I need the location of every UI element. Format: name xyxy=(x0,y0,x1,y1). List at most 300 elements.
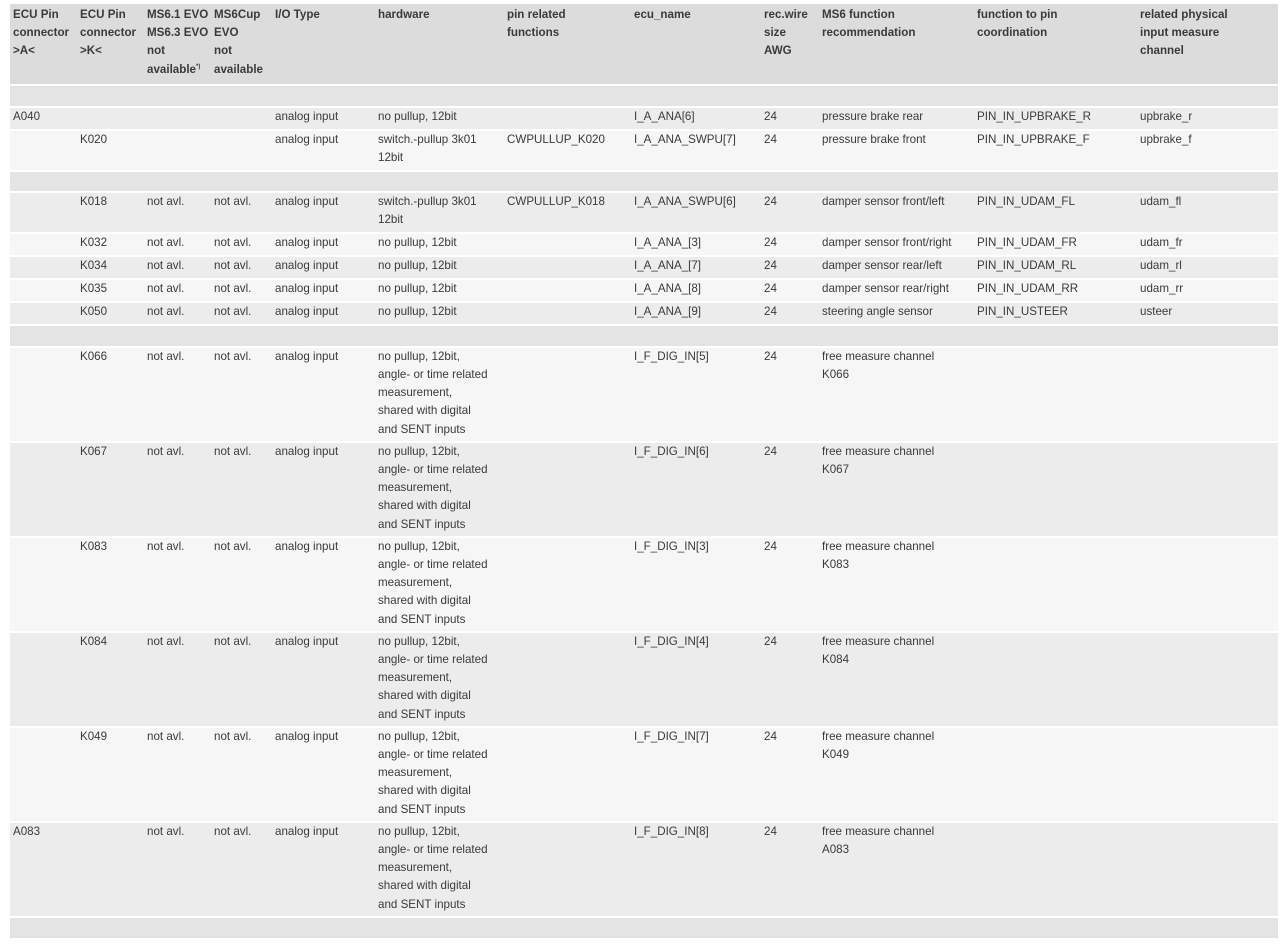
separator-cell xyxy=(974,324,1137,346)
cell-ms6-function xyxy=(819,106,974,129)
cell-function-pin xyxy=(974,631,1137,726)
cell-ms61-ms63 xyxy=(144,278,211,301)
cell-connector-a xyxy=(10,191,77,232)
cell-io-type-text: analog input xyxy=(275,194,339,208)
cell-wire-size-text: 24 xyxy=(764,132,777,146)
cell-connector-a-text: A083 xyxy=(13,824,41,838)
cell-ecu-name xyxy=(631,631,761,726)
cell-hardware xyxy=(375,129,504,170)
cell-ecu-name xyxy=(631,278,761,301)
cell-ms61-ms63 xyxy=(144,301,211,324)
cell-physical-channel-text: udam_fl xyxy=(1140,194,1182,208)
cell-io-type xyxy=(272,346,375,441)
cell-ms6cup xyxy=(211,106,272,129)
col-header-ms6-function: MS6 function recommendation xyxy=(819,4,974,84)
cell-hardware xyxy=(375,346,504,441)
cell-pin-functions xyxy=(504,441,631,536)
cell-connector-k-text: K066 xyxy=(80,349,108,363)
cell-ms61-ms63-text: not avl. xyxy=(147,729,185,743)
separator-cell xyxy=(211,324,272,346)
separator-cell xyxy=(211,916,272,938)
cell-pin-functions xyxy=(504,191,631,232)
separator-cell xyxy=(272,170,375,191)
separator-cell xyxy=(1137,84,1278,106)
cell-ms6-function-text: free measure channel K083 xyxy=(822,539,935,572)
cell-function-pin xyxy=(974,726,1137,821)
cell-hardware-text: no pullup, 12bit, angle- or time related measurement, shared with digital and SENT inputs xyxy=(378,634,488,721)
cell-io-type xyxy=(272,278,375,301)
separator-cell xyxy=(77,170,144,191)
cell-hardware xyxy=(375,441,504,536)
separator-cell xyxy=(631,916,761,938)
table-row xyxy=(10,191,1278,232)
cell-ms61-ms63 xyxy=(144,536,211,631)
table-body xyxy=(10,84,1278,938)
cell-function-pin-text: PIN_IN_USTEER xyxy=(977,304,1068,318)
cell-ms61-ms63-text: not avl. xyxy=(147,258,185,272)
col-header-ecu-name: ecu_name xyxy=(631,4,761,84)
cell-connector-k xyxy=(77,232,144,255)
cell-pin-functions xyxy=(504,346,631,441)
cell-io-type xyxy=(272,255,375,278)
cell-io-type xyxy=(272,301,375,324)
cell-ms6-function-text: damper sensor front/right xyxy=(822,235,952,249)
col-header-ms61-ms63-evo: MS6.1 EVO MS6.3 EVO not available*) xyxy=(144,4,211,84)
cell-hardware xyxy=(375,301,504,324)
cell-connector-a xyxy=(10,631,77,726)
col-header-physical-channel: related physical input measure channel xyxy=(1137,4,1278,84)
cell-wire-size-text: 24 xyxy=(764,349,777,363)
cell-connector-k xyxy=(77,631,144,726)
cell-ms6cup xyxy=(211,232,272,255)
cell-hardware-text: no pullup, 12bit xyxy=(378,258,457,272)
cell-io-type-text: analog input xyxy=(275,444,339,458)
cell-function-pin xyxy=(974,821,1137,916)
cell-connector-k-text: K049 xyxy=(80,729,108,743)
cell-hardware-text: no pullup, 12bit, angle- or time related measurement, shared with digital and SENT inputs xyxy=(378,444,488,531)
cell-io-type xyxy=(272,536,375,631)
table-row xyxy=(10,232,1278,255)
table-row xyxy=(10,346,1278,441)
cell-ms6-function xyxy=(819,255,974,278)
separator-cell xyxy=(1137,170,1278,191)
separator-cell xyxy=(375,170,504,191)
table-row xyxy=(10,821,1278,916)
cell-wire-size-text: 24 xyxy=(764,109,777,123)
cell-function-pin-text: PIN_IN_UDAM_RL xyxy=(977,258,1077,272)
separator-cell xyxy=(761,170,819,191)
separator-cell xyxy=(761,324,819,346)
cell-ecu-name xyxy=(631,255,761,278)
cell-ecu-name xyxy=(631,232,761,255)
cell-pin-functions xyxy=(504,821,631,916)
cell-ms6-function-text: damper sensor front/left xyxy=(822,194,945,208)
cell-ecu-name xyxy=(631,536,761,631)
table-header xyxy=(10,4,1278,84)
cell-ms6cup xyxy=(211,129,272,170)
cell-wire-size-text: 24 xyxy=(764,258,777,272)
cell-function-pin xyxy=(974,129,1137,170)
cell-io-type xyxy=(272,726,375,821)
pin-assignment-table xyxy=(10,4,1278,938)
cell-physical-channel-text: udam_fr xyxy=(1140,235,1183,249)
cell-wire-size-text: 24 xyxy=(764,235,777,249)
separator-cell xyxy=(375,324,504,346)
cell-io-type-text: analog input xyxy=(275,729,339,743)
cell-ms6-function-text: free measure channel K067 xyxy=(822,444,935,477)
separator-cell xyxy=(211,170,272,191)
cell-ms6cup xyxy=(211,346,272,441)
cell-ms61-ms63 xyxy=(144,129,211,170)
cell-ecu-name-text: I_F_DIG_IN[5] xyxy=(634,349,709,363)
cell-connector-k-text: K067 xyxy=(80,444,108,458)
cell-ms6cup-text: not avl. xyxy=(214,281,252,295)
cell-physical-channel xyxy=(1137,255,1278,278)
cell-wire-size xyxy=(761,232,819,255)
cell-ms61-ms63 xyxy=(144,631,211,726)
cell-physical-channel-text: upbrake_r xyxy=(1140,109,1193,123)
cell-ms6-function-text: damper sensor rear/left xyxy=(822,258,942,272)
cell-ecu-name-text: I_A_ANA_SWPU[7] xyxy=(634,132,736,146)
cell-wire-size xyxy=(761,631,819,726)
cell-connector-a xyxy=(10,106,77,129)
cell-io-type-text: analog input xyxy=(275,824,339,838)
separator-cell xyxy=(10,324,77,346)
cell-hardware xyxy=(375,232,504,255)
cell-io-type-text: analog input xyxy=(275,349,339,363)
cell-ms61-ms63-text: not avl. xyxy=(147,194,185,208)
col-header-io-type: I/O Type xyxy=(272,4,375,84)
cell-ms6-function xyxy=(819,232,974,255)
table-row xyxy=(10,631,1278,726)
cell-ms61-ms63 xyxy=(144,821,211,916)
pin-assignment-table-container xyxy=(10,4,1278,938)
cell-function-pin-text: PIN_IN_UDAM_FR xyxy=(977,235,1077,249)
cell-wire-size-text: 24 xyxy=(764,729,777,743)
footnote-marker: *) xyxy=(196,63,201,70)
cell-ms61-ms63-text: not avl. xyxy=(147,539,185,553)
cell-ecu-name xyxy=(631,346,761,441)
cell-ms61-ms63-text: not avl. xyxy=(147,281,185,295)
table-row xyxy=(10,441,1278,536)
cell-hardware xyxy=(375,191,504,232)
cell-ms61-ms63 xyxy=(144,106,211,129)
cell-connector-a xyxy=(10,255,77,278)
cell-pin-functions xyxy=(504,232,631,255)
cell-physical-channel xyxy=(1137,726,1278,821)
cell-wire-size xyxy=(761,278,819,301)
separator-cell xyxy=(375,916,504,938)
col-header-connector-k: ECU Pin connector >K< xyxy=(77,4,144,84)
cell-ecu-name-text: I_A_ANA_[3] xyxy=(634,235,702,249)
table-row xyxy=(10,536,1278,631)
cell-wire-size xyxy=(761,346,819,441)
cell-pin-functions-text: CWPULLUP_K020 xyxy=(507,132,605,146)
cell-ms6cup xyxy=(211,821,272,916)
cell-connector-a xyxy=(10,726,77,821)
cell-connector-k-text: K020 xyxy=(80,132,108,146)
cell-connector-k xyxy=(77,191,144,232)
cell-connector-a xyxy=(10,232,77,255)
cell-io-type-text: analog input xyxy=(275,109,339,123)
cell-connector-a xyxy=(10,536,77,631)
separator-cell xyxy=(1137,324,1278,346)
cell-io-type xyxy=(272,191,375,232)
cell-ms6-function xyxy=(819,346,974,441)
cell-ms6-function xyxy=(819,191,974,232)
separator-cell xyxy=(10,84,77,106)
cell-connector-k-text: K034 xyxy=(80,258,108,272)
cell-ecu-name xyxy=(631,106,761,129)
cell-function-pin xyxy=(974,255,1137,278)
cell-physical-channel-text: usteer xyxy=(1140,304,1173,318)
cell-ecu-name-text: I_F_DIG_IN[7] xyxy=(634,729,709,743)
separator-cell xyxy=(272,84,375,106)
section-separator-row xyxy=(10,916,1278,938)
cell-hardware-text: switch.-pullup 3k01 12bit xyxy=(378,132,477,165)
cell-ms61-ms63-text: not avl. xyxy=(147,634,185,648)
separator-cell xyxy=(819,170,974,191)
cell-connector-k-text: K084 xyxy=(80,634,108,648)
cell-ms6cup-text: not avl. xyxy=(214,235,252,249)
cell-connector-a xyxy=(10,821,77,916)
cell-hardware-text: no pullup, 12bit xyxy=(378,235,457,249)
cell-pin-functions xyxy=(504,536,631,631)
cell-connector-k xyxy=(77,255,144,278)
cell-physical-channel xyxy=(1137,346,1278,441)
cell-ms61-ms63-text: not avl. xyxy=(147,235,185,249)
cell-physical-channel xyxy=(1137,106,1278,129)
cell-ms6-function xyxy=(819,301,974,324)
separator-cell xyxy=(819,324,974,346)
cell-ms6-function xyxy=(819,631,974,726)
cell-hardware xyxy=(375,106,504,129)
header-row xyxy=(10,4,1278,84)
cell-ms6-function-text: pressure brake front xyxy=(822,132,926,146)
cell-ms61-ms63-text: not avl. xyxy=(147,304,185,318)
cell-ms6cup xyxy=(211,441,272,536)
cell-ecu-name xyxy=(631,441,761,536)
separator-cell xyxy=(144,84,211,106)
cell-ms6-function-text: free measure channel K084 xyxy=(822,634,935,667)
cell-connector-k-text: K032 xyxy=(80,235,108,249)
table-row xyxy=(10,129,1278,170)
separator-cell xyxy=(1137,916,1278,938)
separator-cell xyxy=(77,916,144,938)
col-header-pin-functions: pin related functions xyxy=(504,4,631,84)
separator-cell xyxy=(10,170,77,191)
separator-cell xyxy=(77,84,144,106)
cell-wire-size-text: 24 xyxy=(764,444,777,458)
table-row xyxy=(10,255,1278,278)
cell-ms61-ms63-text: not avl. xyxy=(147,349,185,363)
cell-ms61-ms63 xyxy=(144,191,211,232)
cell-connector-a xyxy=(10,129,77,170)
cell-hardware xyxy=(375,821,504,916)
cell-ecu-name-text: I_A_ANA[6] xyxy=(634,109,695,123)
separator-cell xyxy=(631,324,761,346)
cell-connector-a xyxy=(10,301,77,324)
cell-function-pin xyxy=(974,536,1137,631)
cell-hardware-text: no pullup, 12bit, angle- or time related measurement, shared with digital and SENT inputs xyxy=(378,349,488,436)
cell-ms6-function-text: pressure brake rear xyxy=(822,109,924,123)
cell-connector-a xyxy=(10,346,77,441)
cell-ms61-ms63 xyxy=(144,726,211,821)
col-header-hardware: hardware xyxy=(375,4,504,84)
cell-hardware-text: no pullup, 12bit xyxy=(378,109,457,123)
cell-pin-functions xyxy=(504,106,631,129)
cell-io-type-text: analog input xyxy=(275,235,339,249)
cell-ms6cup xyxy=(211,255,272,278)
cell-ms6-function xyxy=(819,821,974,916)
cell-function-pin xyxy=(974,191,1137,232)
cell-ms6cup-text: not avl. xyxy=(214,194,252,208)
cell-wire-size xyxy=(761,129,819,170)
separator-cell xyxy=(631,84,761,106)
cell-wire-size xyxy=(761,255,819,278)
cell-ms61-ms63-text: not avl. xyxy=(147,444,185,458)
cell-wire-size-text: 24 xyxy=(764,194,777,208)
cell-hardware-text: switch.-pullup 3k01 12bit xyxy=(378,194,477,227)
cell-physical-channel xyxy=(1137,301,1278,324)
cell-physical-channel xyxy=(1137,278,1278,301)
cell-ms6cup-text: not avl. xyxy=(214,729,252,743)
cell-ms6-function xyxy=(819,726,974,821)
cell-ms6-function xyxy=(819,278,974,301)
cell-ms6cup xyxy=(211,536,272,631)
cell-ms6cup xyxy=(211,726,272,821)
cell-physical-channel-text: upbrake_f xyxy=(1140,132,1192,146)
cell-ms6-function-text: free measure channel K066 xyxy=(822,349,935,382)
separator-cell xyxy=(211,84,272,106)
cell-connector-k xyxy=(77,726,144,821)
cell-physical-channel xyxy=(1137,821,1278,916)
cell-ms6cup-text: not avl. xyxy=(214,444,252,458)
cell-wire-size xyxy=(761,106,819,129)
separator-cell xyxy=(144,916,211,938)
cell-ms6cup xyxy=(211,301,272,324)
separator-cell xyxy=(272,916,375,938)
separator-cell xyxy=(504,84,631,106)
cell-physical-channel-text: udam_rr xyxy=(1140,281,1184,295)
cell-ms61-ms63-text: not avl. xyxy=(147,824,185,838)
cell-hardware xyxy=(375,726,504,821)
cell-ecu-name xyxy=(631,129,761,170)
cell-io-type-text: analog input xyxy=(275,281,339,295)
cell-hardware xyxy=(375,255,504,278)
cell-ms6cup xyxy=(211,278,272,301)
cell-wire-size-text: 24 xyxy=(764,634,777,648)
cell-connector-k xyxy=(77,129,144,170)
cell-ms6-function xyxy=(819,441,974,536)
cell-pin-functions-text: CWPULLUP_K018 xyxy=(507,194,605,208)
cell-io-type-text: analog input xyxy=(275,634,339,648)
separator-cell xyxy=(504,170,631,191)
separator-cell xyxy=(819,84,974,106)
separator-cell xyxy=(631,170,761,191)
cell-connector-a xyxy=(10,441,77,536)
cell-io-type xyxy=(272,129,375,170)
cell-ms6cup-text: not avl. xyxy=(214,539,252,553)
cell-wire-size xyxy=(761,536,819,631)
separator-cell xyxy=(974,916,1137,938)
cell-hardware-text: no pullup, 12bit, angle- or time related measurement, shared with digital and SENT inputs xyxy=(378,539,488,626)
cell-connector-k xyxy=(77,278,144,301)
cell-ecu-name xyxy=(631,726,761,821)
col-header-ms6cup-evo: MS6Cup EVO not available xyxy=(211,4,272,84)
cell-ms6-function-text: free measure channel K049 xyxy=(822,729,935,762)
cell-ms6-function xyxy=(819,536,974,631)
cell-wire-size xyxy=(761,191,819,232)
cell-function-pin-text: PIN_IN_UDAM_RR xyxy=(977,281,1079,295)
separator-cell xyxy=(10,916,77,938)
cell-io-type-text: analog input xyxy=(275,258,339,272)
cell-ms6cup-text: not avl. xyxy=(214,304,252,318)
cell-pin-functions xyxy=(504,631,631,726)
cell-io-type xyxy=(272,232,375,255)
cell-io-type-text: analog input xyxy=(275,539,339,553)
cell-hardware-text: no pullup, 12bit xyxy=(378,281,457,295)
cell-connector-k xyxy=(77,441,144,536)
cell-function-pin-text: PIN_IN_UPBRAKE_F xyxy=(977,132,1090,146)
cell-ms6cup-text: not avl. xyxy=(214,258,252,272)
cell-ecu-name-text: I_F_DIG_IN[8] xyxy=(634,824,709,838)
cell-ms6cup-text: not avl. xyxy=(214,824,252,838)
cell-connector-k-text: K018 xyxy=(80,194,108,208)
cell-ms6cup xyxy=(211,191,272,232)
cell-io-type xyxy=(272,106,375,129)
cell-wire-size-text: 24 xyxy=(764,281,777,295)
cell-pin-functions xyxy=(504,278,631,301)
cell-wire-size xyxy=(761,821,819,916)
cell-wire-size xyxy=(761,726,819,821)
cell-ms6-function-text: damper sensor rear/right xyxy=(822,281,949,295)
cell-ms61-ms63 xyxy=(144,346,211,441)
table-row xyxy=(10,278,1278,301)
separator-cell xyxy=(144,324,211,346)
cell-ecu-name xyxy=(631,821,761,916)
cell-connector-k xyxy=(77,821,144,916)
cell-ecu-name-text: I_A_ANA_SWPU[6] xyxy=(634,194,736,208)
separator-cell xyxy=(819,916,974,938)
cell-connector-k xyxy=(77,301,144,324)
cell-connector-k-text: K083 xyxy=(80,539,108,553)
separator-cell xyxy=(974,84,1137,106)
cell-ms6cup-text: not avl. xyxy=(214,349,252,363)
cell-ecu-name-text: I_F_DIG_IN[3] xyxy=(634,539,709,553)
cell-ms6-function xyxy=(819,129,974,170)
cell-io-type-text: analog input xyxy=(275,132,339,146)
cell-connector-k xyxy=(77,346,144,441)
cell-wire-size xyxy=(761,301,819,324)
separator-cell xyxy=(761,916,819,938)
cell-connector-k-text: K050 xyxy=(80,304,108,318)
cell-pin-functions xyxy=(504,129,631,170)
cell-hardware xyxy=(375,631,504,726)
col-header-connector-a: ECU Pin connector >A< xyxy=(10,4,77,84)
cell-wire-size xyxy=(761,441,819,536)
cell-wire-size-text: 24 xyxy=(764,539,777,553)
separator-cell xyxy=(761,84,819,106)
table-row xyxy=(10,106,1278,129)
cell-physical-channel xyxy=(1137,631,1278,726)
cell-pin-functions xyxy=(504,255,631,278)
separator-cell xyxy=(272,324,375,346)
cell-ecu-name-text: I_A_ANA_[7] xyxy=(634,258,702,272)
separator-cell xyxy=(375,84,504,106)
table-row xyxy=(10,726,1278,821)
cell-hardware xyxy=(375,278,504,301)
